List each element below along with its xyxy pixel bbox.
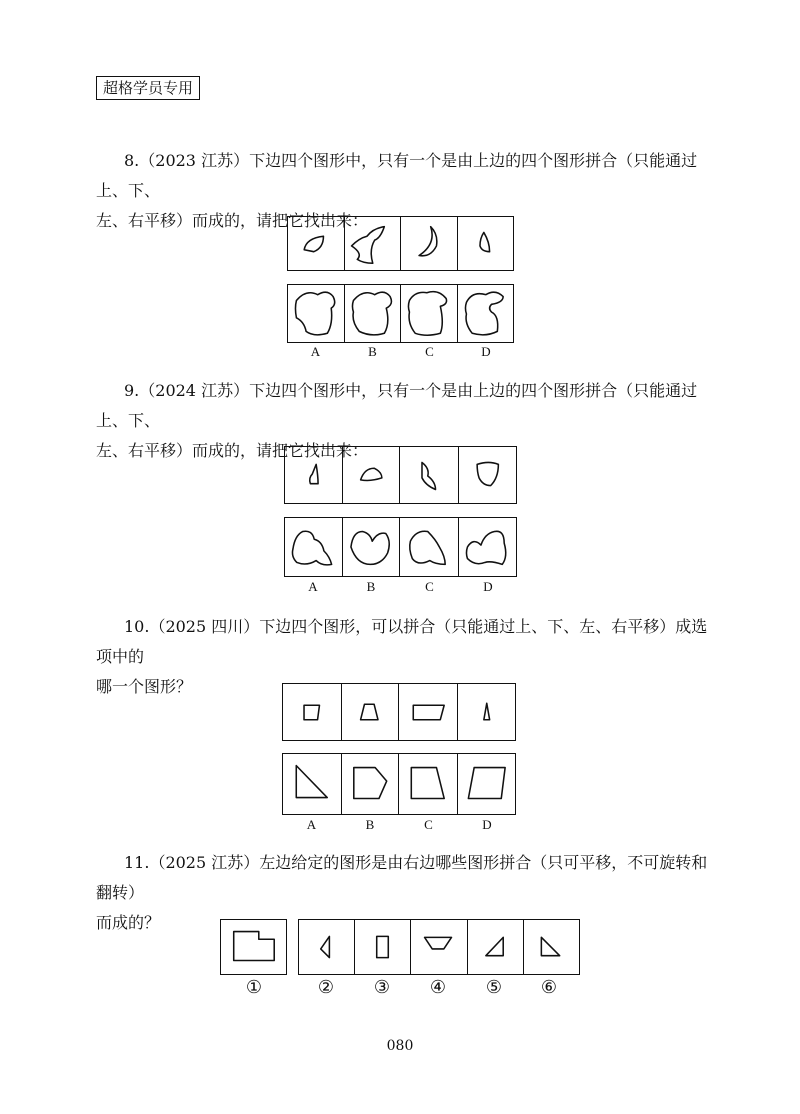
question-text: 左、右平移）而成的，请把它找出来： (96, 211, 369, 230)
q11-option-labels (0, 977, 800, 1001)
option-label: ⑥ (540, 977, 558, 998)
option-label: D (481, 344, 491, 359)
option-label: D (482, 817, 492, 832)
option-label: ③ (373, 977, 391, 998)
shape-cell (524, 920, 578, 974)
option-label: A (306, 817, 317, 832)
option-label: B (368, 344, 377, 359)
header-tag: 超格学员专用 (96, 76, 200, 100)
shape-cell (400, 447, 459, 503)
shape-cell (458, 217, 514, 270)
option-label: A (308, 579, 318, 594)
page-number: 080 (386, 1038, 414, 1054)
option-label: A (310, 344, 321, 359)
option-label: ② (317, 977, 335, 998)
question-text: 而成的？ (96, 913, 161, 932)
option-cell-a[interactable] (283, 754, 342, 814)
option-cell-d[interactable] (459, 518, 517, 576)
question-text: 左、右平移）而成的，请把它找出来： (96, 441, 369, 460)
option-label: B (365, 817, 375, 832)
option-label: D (483, 579, 493, 594)
option-cell-d[interactable] (458, 285, 514, 342)
shape-cell (283, 684, 342, 740)
shape-cell (459, 447, 517, 503)
q9-option-labels (284, 579, 517, 595)
q11-given-shape (220, 919, 287, 975)
option-cell-a[interactable] (288, 285, 345, 342)
option-cell-c[interactable] (401, 285, 458, 342)
option-cell-c[interactable] (399, 754, 458, 814)
q10-given-shapes (282, 683, 516, 741)
shape-cell (299, 920, 355, 974)
shape-cell (285, 447, 343, 503)
option-cell-b[interactable] (345, 285, 402, 342)
q10-options (282, 753, 516, 815)
shape-cell (221, 920, 285, 974)
q8-option-labels (287, 344, 514, 360)
option-label: ④ (429, 977, 447, 998)
shape-cell (345, 217, 402, 270)
question-text: 10.（2025 四川）下边四个图形，可以拼合（只能通过上、下、左、右平移）成选项中的 (96, 617, 708, 666)
question-text: 8.（2023 江苏）下边四个图形中，只有一个是由上边的四个图形拼合（只能通过上、下、 (96, 151, 698, 200)
option-cell-c[interactable] (400, 518, 459, 576)
option-label: ⑤ (485, 977, 503, 998)
shape-cell (288, 217, 345, 270)
q9-given-shapes (284, 446, 517, 504)
option-label: B (366, 579, 376, 594)
q9-options (284, 517, 517, 577)
shape-cell (342, 684, 400, 740)
option-label: C (425, 579, 434, 594)
q10-option-labels (282, 817, 516, 833)
option-cell-b[interactable] (342, 754, 400, 814)
shape-cell (468, 920, 524, 974)
option-cell-a[interactable] (285, 518, 343, 576)
option-cell-b[interactable] (343, 518, 401, 576)
q8-options (287, 284, 514, 343)
shape-cell (355, 920, 411, 974)
option-label: C (425, 344, 434, 359)
question-text: 哪一个图形？ (96, 677, 193, 696)
option-cell-d[interactable] (458, 754, 516, 814)
shape-cell (458, 684, 516, 740)
shape-cell (343, 447, 401, 503)
shape-cell (401, 217, 458, 270)
question-text: 9.（2024 江苏）下边四个图形中，只有一个是由上边的四个图形拼合（只能通过上、下、 (96, 381, 698, 430)
shape-cell (411, 920, 468, 974)
option-label: ① (245, 977, 263, 998)
option-label: C (424, 817, 433, 832)
question-text: 11.（2025 江苏）左边给定的图形是由右边哪些图形拼合（只可平移，不可旋转和翻转） (96, 853, 708, 902)
q8-given-shapes (287, 216, 514, 271)
shape-cell (399, 684, 458, 740)
q11-part-shapes (298, 919, 580, 975)
